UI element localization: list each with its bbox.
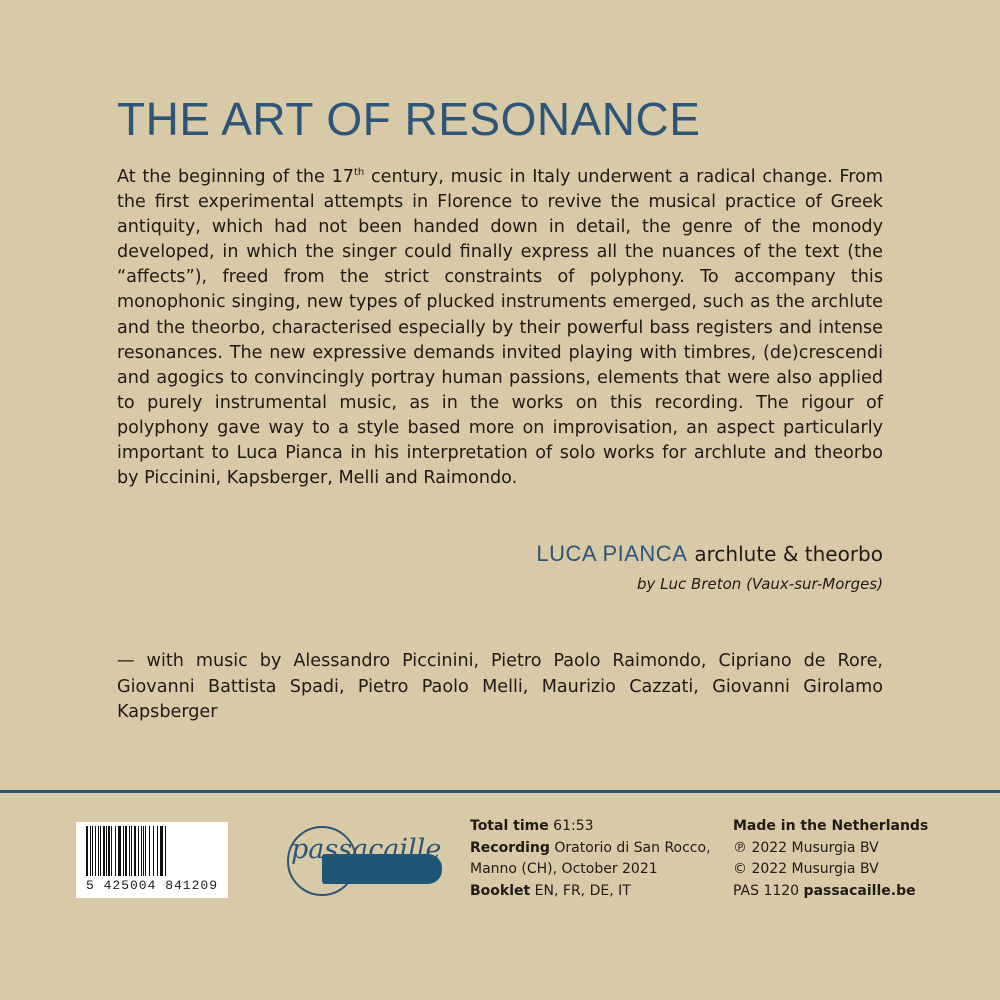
total-time-value: 61:53 <box>553 818 594 834</box>
barcode-number: 5 425004 841209 <box>85 878 219 893</box>
instrument-maker: by Luc Breton (Vaux-sur-Morges) <box>637 575 883 593</box>
booklet-languages: EN, FR, DE, IT <box>534 882 631 899</box>
booklet-line <box>470 881 711 903</box>
legal-info <box>733 816 928 902</box>
made-in-line: Made in the Netherlands <box>733 818 929 834</box>
intro-superscript: th <box>353 167 365 179</box>
catalog-number: PAS 1120 <box>733 882 800 899</box>
barcode <box>76 822 228 898</box>
divider-line <box>0 790 1000 793</box>
website-link: passacaille.be <box>803 882 916 899</box>
intro-text-rest: century, music in Italy underwent a radical change. From the first experimental attempts in Florence to revive the musical practice of Greek antiquity, which had not been handed down in detail, the genre of the monody developed, in which the singer could finally express all the nuances of the text (the “affects”), freed from the strict constraints of polyphony. To accompany this monophonic singing, new types of plucked instruments emerged, such as the archlute and the theorbo, characterised especially by their powerful bass registers and intense resonances. The new expressive demands invited playing with timbres, (de)crescendi and agogics to convincingly portray human passions, elements that were also applied to purely instrumental music, as in the works on this recording. The rigour of polyphony gave way to a style based more on improvisation, an aspect particularly important to Luca Pianca in his interpretation of solo works for archlute and theorbo by Piccinini, Kapsberger, Melli and Raimondo. <box>117 167 883 489</box>
catalog-line <box>733 881 928 903</box>
composers-list: — with music by Alessandro Piccinini, Pietro Paolo Raimondo, Cipriano de Rore, Giovanni Battista Spadi, Pietro Paolo Melli, Maurizio Cazzati, Giovanni Girolamo Kapsberger <box>117 651 883 722</box>
barcode-bars <box>86 826 218 876</box>
intro-paragraph <box>117 165 883 491</box>
performer-line <box>536 538 883 571</box>
performer-name: LUCA PIANCA <box>536 541 688 566</box>
intro-text-start: At the beginning of the 17 <box>117 167 354 187</box>
performer-instruments: archlute & theorbo <box>694 542 883 566</box>
logo-text: passacaille <box>291 834 442 865</box>
label-logo <box>285 826 445 896</box>
recording-info <box>470 816 711 902</box>
recording-label: Recording <box>470 839 550 856</box>
recording-venue: Oratorio di San Rocco, <box>554 839 711 856</box>
performer-block <box>536 538 883 597</box>
recording-line <box>470 838 711 860</box>
copyright-line: © 2022 Musurgia BV <box>733 861 879 877</box>
recording-place-date: Manno (CH), October 2021 <box>470 861 658 877</box>
booklet-label: Booklet <box>470 882 531 899</box>
total-time-label: Total time <box>470 818 549 834</box>
phonogram-line: ℗ 2022 Musurgia BV <box>733 839 879 856</box>
page-title: THE ART OF RESONANCE <box>117 93 701 145</box>
total-time-line <box>470 816 711 838</box>
